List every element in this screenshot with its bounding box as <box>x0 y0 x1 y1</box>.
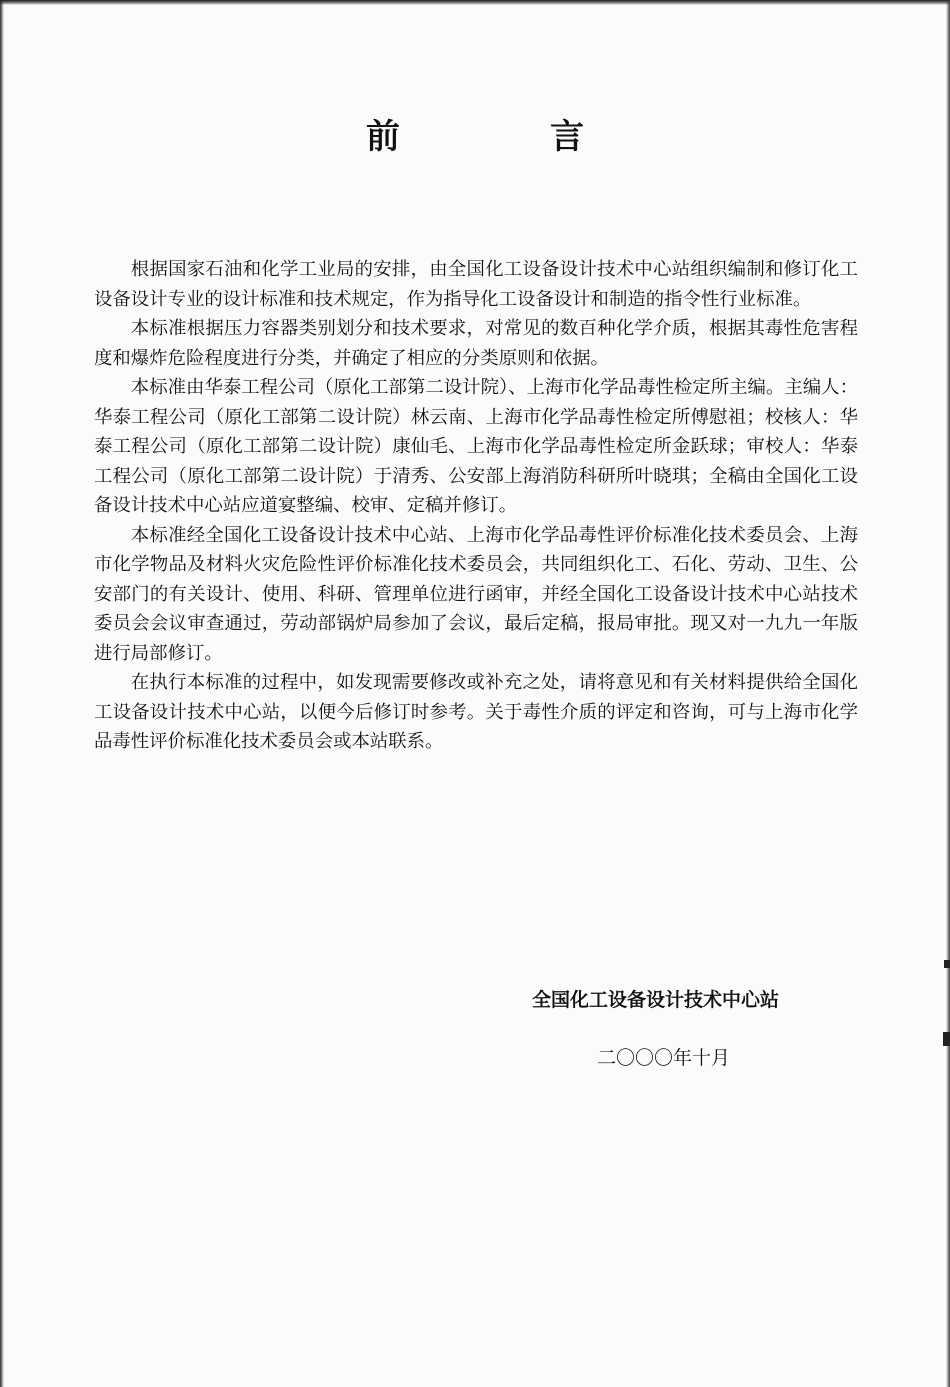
paragraph-4: 本标准经全国化工设备设计技术中心站、上海市化学品毒性评价标准化技术委员会、上海市化学物品及材料火灾危险性评价标准化技术委员会，共同组织化工、石化、劳动、卫生、公安部门的有关设计、使用、科研、管理单位进行函审，并经全国化工设备设计技术中心站技术委员会会议审查通过，劳动部锅炉局参加了会议，最后定稿，报局审批。现又对一九九一年版进行局部修订。 <box>94 524 858 664</box>
paragraph-3: 本标准由华泰工程公司（原化工部第二设计院）、上海市化学品毒性检定所主编。主编人：华泰工程公司（原化工部第二设计院）林云南、上海市化学品毒性检定所傅慰祖；校核人：华泰工程公司（原化工部第二设计院）康仙毛、上海市化学品毒性检定所金跃球；审校人：华泰工程公司（原化工部第二设计院）于清秀、公安部上海消防科研所叶晓琪；全稿由全国化工设备设计技术中心站应道宴整编、校审、定稿并修订。 <box>94 377 858 516</box>
scan-right-edge <box>946 0 950 1387</box>
page-title: 前 言 <box>366 117 642 157</box>
preface-body <box>94 255 858 757</box>
scan-mark-right-2 <box>943 1032 950 1046</box>
scan-mark-right-1 <box>944 960 950 968</box>
signature-block <box>500 985 850 1073</box>
paragraph-2: 本标准根据压力容器类别划分和技术要求，对常见的数百种化学介质，根据其毒性危害程度和爆炸危险程度进行分类，并确定了相应的分类原则和依据。 <box>94 318 858 369</box>
signature-date: 二〇〇〇年十月 <box>597 1047 731 1069</box>
scan-top-edge <box>0 0 950 5</box>
paragraph-1: 根据国家石油和化学工业局的安排，由全国化工设备设计技术中心站组织编制和修订化工设备设计专业的设计标准和技术规定，作为指导化工设备设计和制造的指令性行业标准。 <box>94 259 858 310</box>
signature-organization: 全国化工设备设计技术中心站 <box>532 989 780 1011</box>
scan-left-edge <box>0 0 4 1387</box>
paragraph-5: 在执行本标准的过程中，如发现需要修改或补充之处，请将意见和有关材料提供给全国化工设备设计技术中心站，以便今后修订时参考。关于毒性介质的评定和咨询，可与上海市化学品毒性评价标准化技术委员会或本站联系。 <box>94 672 858 752</box>
